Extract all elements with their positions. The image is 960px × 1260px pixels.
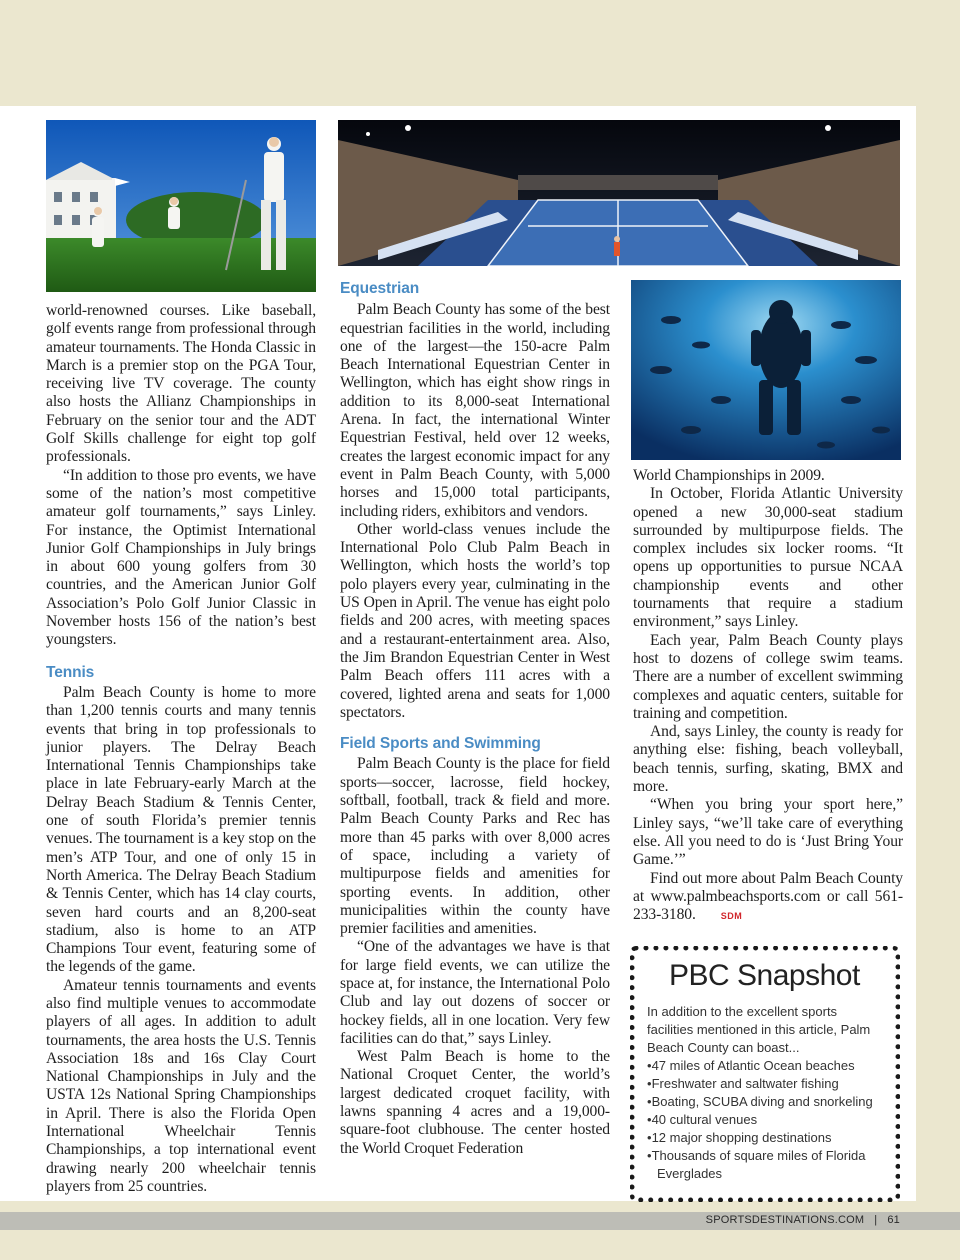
paragraph: World Championships in 2009. — [633, 467, 825, 484]
snapshot-list — [647, 1057, 885, 1183]
snapshot-item: • 47 miles of Atlantic Ocean beaches — [647, 1057, 885, 1075]
tennis-photo-art — [338, 120, 900, 266]
paragraph: Palm Beach County is home to more than 1,200 tennis courts and many tennis events that bring in top professionals to junior players. The Delray Beach International Tennis Championships take place in late February-early March at the Delray Beach Stadium & Tennis Center, one of south Florida’s premier tennis venues. The tournament is a key stop on the men’s ATP Tour, and one of only 15 in North America. The Delray Beach Stadium & Tennis Center, which has 14 clay courts, seven hard courts and an 8,200-seat stadium, also is home to an ATP Champions Tour event, featuring some of the legends of the game. — [46, 683, 316, 976]
paragraph: Each year, Palm Beach County plays host to dozens of college swim teams. There are a number of excellent swimming complexes and aquatic centers, suitable for training and competition. — [633, 631, 903, 722]
paragraph-closing — [633, 870, 903, 926]
closing-text: Find out more about Palm Beach County at www.palmbeachsports.com or call 561-233-3180. — [633, 869, 903, 924]
snapshot-item: • Freshwater and saltwater fishing — [647, 1075, 885, 1093]
paragraph: Other world-class venues include the International Polo Club Palm Beach in Wellington, which hosts the world’s top polo players every year, culminating in the US Open in April. The venue has eight polo fields and 200 acres, with meeting spaces and a restaurant-entertainment area. Also, the Jim Brandon Equestrian Center in West Palm Beach offers 111 acres with a covered, lighted arena and seats for 1,000 spectators. — [340, 520, 610, 721]
golf-photo — [46, 120, 316, 292]
paragraph: Palm Beach County has some of the best equestrian facilities in the world, including one of the largest—the 150-acre Palm Beach International Equestrian Center in Wellington, which has eight show rings in addition to its 8,000-seat International Arena. In fact, the international Winter Equestrian Festival, held over 12 weeks, creates the largest economic impact for any event in Palm Beach County, with 5,000 horses and 15,000 total participants, including riders, exhibitors and vendors. — [340, 301, 610, 520]
paragraph: “In addition to those pro events, we have some of the nation’s most competitive amateur golf tournaments,” says Linley. For instance, the Optimist International Junior Golf Championships in July brings in about 600 young golfers from 30 countries, and the American Junior Golf Association’s Polo Golf Junior Classic in November hosts 156 of the nation’s best youngsters. — [46, 466, 316, 649]
pbc-snapshot-box — [630, 946, 900, 1202]
paragraph: West Palm Beach is home to the National Croquet Center, the world’s largest dedicated croquet facility, with lawns spanning 4 acres and a 19,000-square-foot clubhouse. The center hosted the World Croquet Federation — [340, 1048, 610, 1157]
column-2 — [340, 280, 610, 1158]
sdm-end-mark: SDM — [720, 911, 743, 922]
paragraph: In October, Florida Atlantic University opened a new 30,000-seat stadium surrounded by multipurpose fields. The complex includes six locker rooms. “It opens up opportunities to pursue NCAA championship events and other tournaments that require a stadium environment,” says Linley. — [633, 485, 903, 631]
golf-photo-art — [46, 120, 316, 292]
column-1 — [46, 302, 316, 1196]
column-3 — [633, 467, 903, 925]
snapshot-item: • Boating, SCUBA diving and snorkeling — [647, 1093, 885, 1111]
tennis-photo — [338, 120, 900, 266]
paragraph: “When you bring your sport here,” Linley says, “we’ll take care of everything else. All you need to do is ‘Just Bring Your Game.’” — [633, 796, 903, 869]
footer-site[interactable]: SPORTSDESTINATIONS.COM — [705, 1214, 865, 1226]
paragraph: Palm Beach County is the place for field sports—soccer, lacrosse, field hockey, softball, football, track & field and more. Palm Beach County Parks and Rec has more than 45 parks with over 8,000 acres of space, including a variety of multipurpose fields and amenities for sporting events. In addition, other municipalities within the county have premier facilities and amenities. — [340, 755, 610, 938]
page-footer — [706, 1214, 900, 1226]
diver-photo — [631, 280, 901, 460]
diver-photo-art — [631, 280, 901, 460]
snapshot-item: • Thousands of square miles of Florida Everglades — [647, 1147, 885, 1183]
paragraph: Amateur tennis tournaments and events also find multiple venues to accommodate players of all ages. In addition to adult tournaments, the area hosts the U.S. Tennis Association 18s and 16s Clay Court National Championships in July and the USTA 12s National Spring Championships in April. There is also the Florida Open International Wheelchair Tennis Championships, a top international event drawing nearly 200 wheelchair tennis players from 25 countries. — [46, 976, 316, 1195]
snapshot-intro: In addition to the excellent sports facilities mentioned in this article, Palm Beach County can boast... — [647, 1004, 871, 1055]
footer-separator: | — [874, 1214, 878, 1226]
paragraph: “One of the advantages we have is that for large field events, we can utilize the space at, for instance, the International Polo Club and lay out dozens of soccer or hockey fields, all in one location. Very few facilities can do that,” says Linley. — [340, 938, 610, 1047]
section-heading-tennis: Tennis — [46, 663, 95, 681]
snapshot-title: PBC Snapshot — [669, 959, 860, 992]
page-number: 61 — [887, 1214, 900, 1226]
paragraph: world-renowned courses. Like baseball, golf events range from professional through amateur tournaments. The Honda Classic in March is a premier stop on the PGA Tour, receiving live TV coverage. The county also hosts the Allianz Championships in February on the senior tour and the ADT Golf Skills challenge for eight top golf professionals. — [46, 302, 316, 466]
snapshot-item: • 12 major shopping destinations — [647, 1129, 885, 1147]
section-heading-equestrian: Equestrian — [340, 280, 420, 297]
snapshot-item: • 40 cultural venues — [647, 1111, 885, 1129]
section-heading-field-sports: Field Sports and Swimming — [340, 735, 541, 753]
paragraph: And, says Linley, the county is ready for anything else: fishing, beach volleyball, beach tennis, surfing, skating, BMX and more. — [633, 723, 903, 796]
